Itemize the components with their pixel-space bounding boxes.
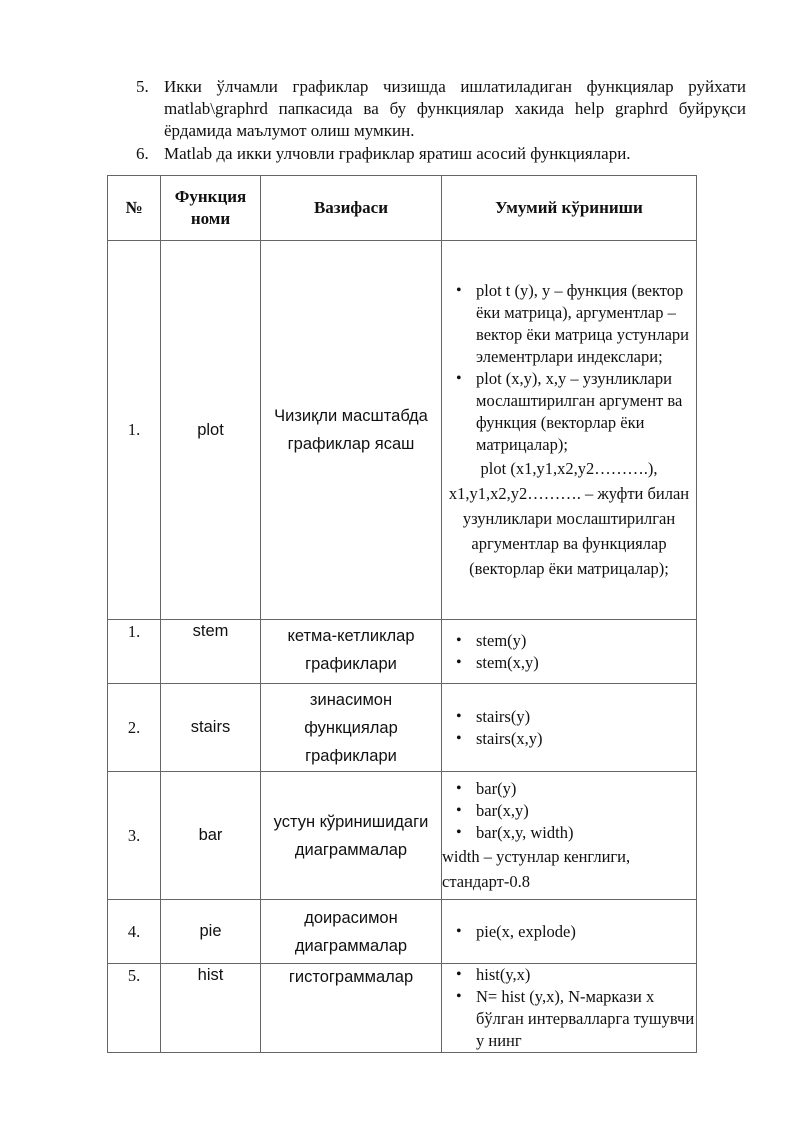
function-purpose: гистограммалар [261,964,442,1053]
paragraph-text: Икки ўлчамли графиклар чизишда ишлатиладиган функциялар руйхати matlab\graphrd папкасида ва бу функциялар хакида help graphrd буйруқси ёрдамида маълумот олиш мумкин. [164,77,746,140]
usage-list [442,706,696,750]
table-row [108,620,697,684]
table-row [108,241,697,620]
function-purpose: кетма-кетликлар графиклари [261,620,442,684]
usage-list [442,630,696,674]
function-purpose: устун кўринишидаги диаграммалар [261,772,442,900]
header-general-form: Умумий кўриниши [442,176,697,241]
usage-list [442,778,696,844]
general-form-cell [442,620,697,684]
row-number: 3. [108,772,161,900]
usage-list [442,964,696,1052]
list-item: • bar(y) [442,778,696,800]
table-row [108,684,697,772]
general-form-cell [442,900,697,964]
list-item: • hist(y,x) [442,964,696,986]
paragraph-number: 5. [136,77,149,96]
usage-list [442,921,696,943]
function-name: hist [161,964,261,1053]
table-header-row [108,176,697,241]
general-form-cell [442,964,697,1053]
paragraph-item-5 [136,76,746,142]
usage-list [442,280,696,456]
paragraph-text: Matlab да икки улчовли графиклар яратиш асосий функциялари. [164,144,631,163]
function-name: stairs [161,684,261,772]
list-item: • plot t (y), y – функция (вектор ёки матрица), аргументлар – вектор ёки матрица устунлари элементрлари индекслари; [442,280,696,368]
table-row [108,900,697,964]
function-name: plot [161,241,261,620]
header-function-name: Функция номи [161,176,261,241]
list-item: • stairs(x,y) [442,728,696,750]
usage-note: plot (x1,y1,x2,y2……….), x1,y1,x2,y2………. – жуфти билан узунликлари мослаштирилган аргументлар ва функциялар (векторлар ёки матрицалар); [448,458,690,578]
row-number: 1. [108,620,161,684]
row-number: 2. [108,684,161,772]
table-row [108,772,697,900]
header-number: № [108,176,161,241]
paragraph-number: 6. [136,144,149,163]
function-name: bar [161,772,261,900]
table-row [108,964,697,1053]
list-item: • bar(x,y) [442,800,696,822]
list-item: • N= hist (y,x), N-маркази x бўлган интервалларга тушувчи y нинг [442,986,696,1052]
functions-table [107,175,697,1053]
general-form-cell [442,772,697,900]
function-purpose: доирасимон диаграммалар [261,900,442,964]
row-number: 5. [108,964,161,1053]
list-item: • pie(x, explode) [442,921,696,943]
function-purpose: зинасимон функциялар графиклари [261,684,442,772]
general-form-cell [442,241,697,620]
general-form-cell [442,684,697,772]
list-item: • stem(y) [442,630,696,652]
header-purpose: Вазифаси [261,176,442,241]
list-item: • plot (x,y), x,y – узунликлари мослаштирилган аргумент ва функция (векторлар ёки матрицалар); [442,368,696,456]
row-number: 1. [108,241,161,620]
function-name: pie [161,900,261,964]
paragraph-item-6 [136,143,746,165]
usage-note: width – устунлар кенглиги, стандарт-0.8 [442,846,631,891]
list-item: • bar(x,y, width) [442,822,696,844]
list-item: • stairs(y) [442,706,696,728]
function-name: stem [161,620,261,684]
list-item: • stem(x,y) [442,652,696,674]
function-purpose: Чизиқли масштабда графиклар ясаш [261,241,442,620]
row-number: 4. [108,900,161,964]
